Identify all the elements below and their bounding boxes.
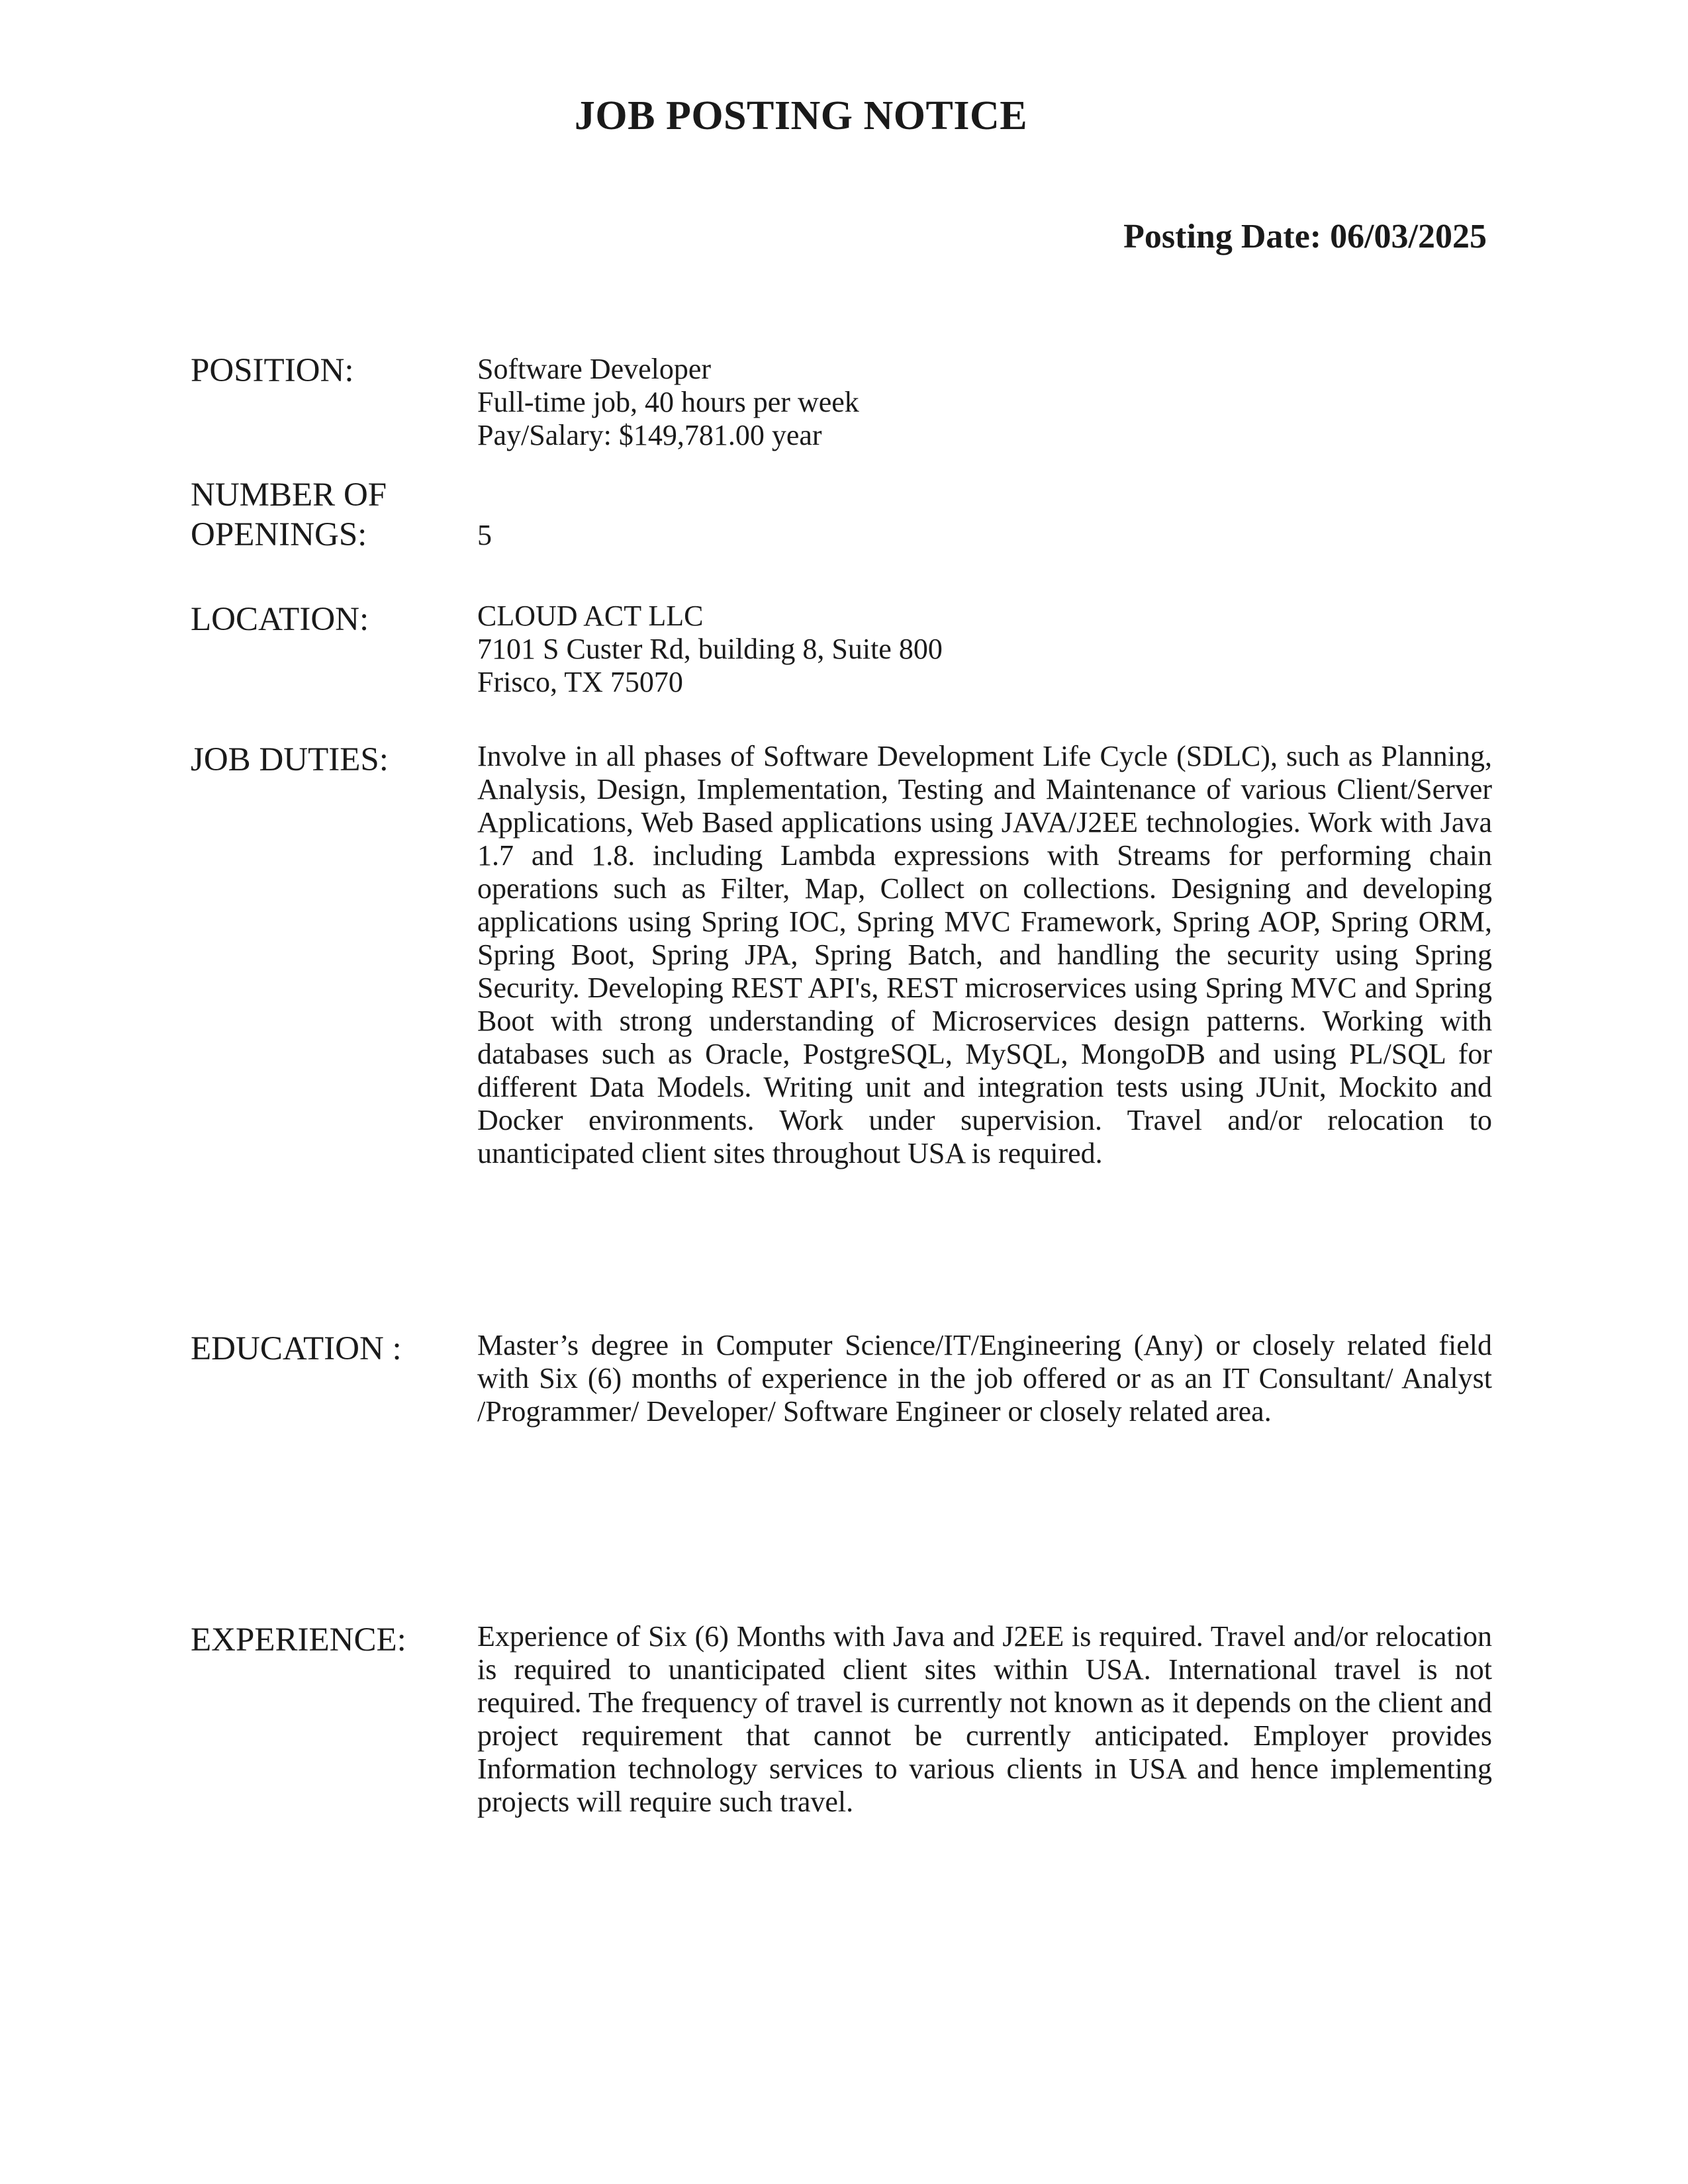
posting-date: Posting Date: 06/03/2025 xyxy=(1123,218,1487,255)
position-hours: Full-time job, 40 hours per week xyxy=(477,386,859,418)
openings-value: 5 xyxy=(477,519,492,551)
experience-text: Experience of Six (6) Months with Java and J2EE is required. Travel and/or relocation is required to unanticipated client sites within USA. International travel is not required. The frequency of travel is currently not known as it depends on the client and project requirement that cannot be currently anticipated. Employer provides Information technology services to various clients in USA and hence implementing projects will require such travel. xyxy=(477,1620,1492,1818)
position-salary: Pay/Salary: $149,781.00 year xyxy=(477,419,822,451)
openings-label xyxy=(191,475,387,555)
openings-label-line2: OPENINGS: xyxy=(191,516,367,553)
location-city: Frisco, TX 75070 xyxy=(477,666,683,698)
location-street: 7101 S Custer Rd, building 8, Suite 800 xyxy=(477,633,943,665)
job-duties-text: Involve in all phases of Software Development Life Cycle (SDLC), such as Planning, Analysis, Design, Implementation, Testing and Maintenance of various Client/Server Applications, Web Based applications using JAVA/J2EE technologies. Work with Java 1.7 and 1.8. including Lambda expressions with Streams for performing chain operations such as Filter, Map, Collect on collections. Designing and developing applications using Spring IOC, Spring MVC Framework, Spring AOP, Spring ORM, Spring Boot, Spring JPA, Spring Batch, and handling the security using Spring Security. Developing REST API's, REST microservices using Spring MVC and Spring Boot with strong understanding of Microservices design patterns. Working with databases such as Oracle, PostgreSQL, MySQL, MongoDB and using PL/SQL for different Data Models. Writing unit and integration tests using JUnit, Mockito and Docker environments. Work under supervision. Travel and/or relocation to unanticipated client sites throughout USA is required. xyxy=(477,740,1492,1169)
education-label: EDUCATION : xyxy=(191,1330,402,1367)
position-title: Software Developer xyxy=(477,353,712,385)
openings-label-line1: NUMBER OF xyxy=(191,477,387,514)
location-details xyxy=(477,600,943,699)
education-text: Master’s degree in Computer Science/IT/Engineering (Any) or closely related field with Six (6) months of experience in the job offered or as an IT Consultant/ Analyst /Programmer/ Developer/ Software Engineer or closely related area. xyxy=(477,1329,1492,1428)
location-company: CLOUD ACT LLC xyxy=(477,600,704,632)
document-title: JOB POSTING NOTICE xyxy=(574,93,1028,138)
job-duties-label: JOB DUTIES: xyxy=(191,741,389,778)
location-label: LOCATION: xyxy=(191,601,369,638)
experience-label: EXPERIENCE: xyxy=(191,1621,406,1659)
position-details xyxy=(477,353,859,452)
position-label: POSITION: xyxy=(191,352,354,389)
